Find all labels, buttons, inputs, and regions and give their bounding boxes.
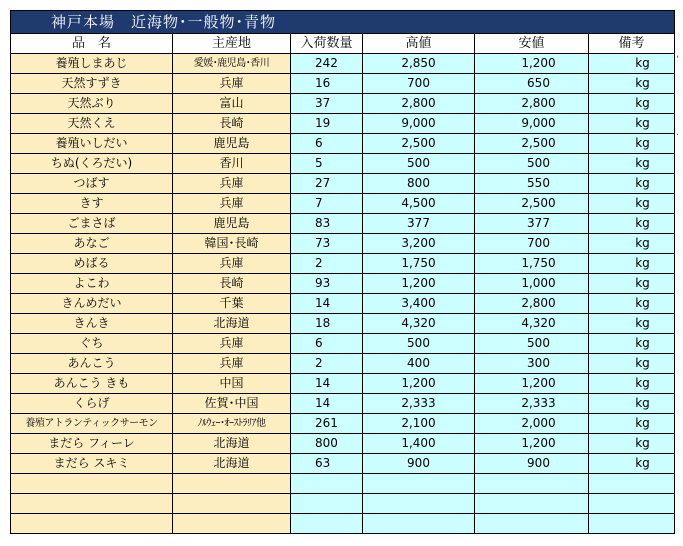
blank-cell-origin	[173, 474, 291, 494]
cell-unit: kg	[589, 94, 675, 114]
cell-origin: 兵庫	[173, 254, 291, 274]
cell-unit: kg	[589, 374, 675, 394]
blank-cell-qty	[291, 474, 363, 494]
cell-high: 2,500	[363, 134, 475, 154]
cell-high: 3,400	[363, 294, 475, 314]
blank-cell-high	[363, 514, 475, 534]
cell-origin: 愛媛･鹿児島･香川	[173, 54, 291, 74]
cell-qty: 14	[291, 394, 363, 414]
col-header-name: 品 名	[11, 34, 173, 54]
cell-high: 900	[363, 454, 475, 474]
cell-name: あんこう きも	[11, 374, 173, 394]
blank-cell-low	[475, 514, 589, 534]
cell-high: 1,200	[363, 274, 475, 294]
table-row	[11, 194, 675, 214]
cell-unit: kg	[589, 174, 675, 194]
cell-name: ぐち	[11, 334, 173, 354]
cell-high: 400	[363, 354, 475, 374]
cell-qty: 93	[291, 274, 363, 294]
cell-low: 550	[475, 174, 589, 194]
cell-origin: 兵庫	[173, 74, 291, 94]
table-row	[11, 414, 675, 434]
cell-name: あんこう	[11, 354, 173, 374]
cell-qty: 800	[291, 434, 363, 454]
blank-cell-high	[363, 474, 475, 494]
cell-low: 2,800	[475, 294, 589, 314]
cell-low: 9,000	[475, 114, 589, 134]
cell-origin: 鹿児島	[173, 134, 291, 154]
cell-unit: kg	[589, 414, 675, 434]
cell-name: つばす	[11, 174, 173, 194]
cell-unit: kg	[589, 74, 675, 94]
cell-low: 4,320	[475, 314, 589, 334]
cell-name: 養殖しまあじ	[11, 54, 173, 74]
blank-cell-name	[11, 474, 173, 494]
cell-unit: kg	[589, 254, 675, 274]
cell-name: ごまさば	[11, 214, 173, 234]
cell-name: 天然ぶり	[11, 94, 173, 114]
cell-low: 700	[475, 234, 589, 254]
cell-name: あなご	[11, 234, 173, 254]
cell-high: 500	[363, 154, 475, 174]
cell-high: 2,100	[363, 414, 475, 434]
cell-qty: 2	[291, 254, 363, 274]
cell-origin: 佐賀･中国	[173, 394, 291, 414]
cell-qty: 6	[291, 134, 363, 154]
table-row	[11, 134, 675, 154]
cell-name: きんめだい	[11, 294, 173, 314]
price-table	[10, 10, 675, 534]
cell-low: 500	[475, 154, 589, 174]
table-row	[11, 234, 675, 254]
cell-high: 9,000	[363, 114, 475, 134]
cell-low: 500	[475, 334, 589, 354]
blank-cell-high	[363, 494, 475, 514]
cell-name: まだら フィーレ	[11, 434, 173, 454]
cell-low: 900	[475, 454, 589, 474]
cell-high: 1,200	[363, 374, 475, 394]
table-row	[11, 114, 675, 134]
cell-high: 1,400	[363, 434, 475, 454]
cell-high: 2,800	[363, 94, 475, 114]
cell-name: 天然くえ	[11, 114, 173, 134]
cell-unit: kg	[589, 154, 675, 174]
cell-high: 2,850	[363, 54, 475, 74]
table-row	[11, 74, 675, 94]
cell-qty: 261	[291, 414, 363, 434]
edge-mark: ,	[676, 49, 680, 60]
cell-qty: 14	[291, 374, 363, 394]
edge-mark: .	[676, 127, 680, 138]
cell-name: ちぬ(くろだい)	[11, 154, 173, 174]
table-row	[11, 294, 675, 314]
cell-origin: 北海道	[173, 454, 291, 474]
cell-name: きす	[11, 194, 173, 214]
cell-low: 1,000	[475, 274, 589, 294]
cell-unit: kg	[589, 354, 675, 374]
cell-qty: 27	[291, 174, 363, 194]
header-row	[11, 34, 675, 54]
cell-unit: kg	[589, 194, 675, 214]
cell-qty: 14	[291, 294, 363, 314]
cell-unit: kg	[589, 114, 675, 134]
cell-high: 4,320	[363, 314, 475, 334]
blank-row	[11, 494, 675, 514]
table-row	[11, 374, 675, 394]
blank-cell-name	[11, 494, 173, 514]
table-row	[11, 434, 675, 454]
cell-origin: 兵庫	[173, 354, 291, 374]
table-row	[11, 54, 675, 74]
cell-low: 2,000	[475, 414, 589, 434]
cell-low: 2,333	[475, 394, 589, 414]
cell-low: 1,200	[475, 54, 589, 74]
cell-high: 377	[363, 214, 475, 234]
cell-name: めばる	[11, 254, 173, 274]
cell-origin: 千葉	[173, 294, 291, 314]
cell-low: 1,200	[475, 374, 589, 394]
cell-low: 650	[475, 74, 589, 94]
table-row	[11, 94, 675, 114]
table-row	[11, 154, 675, 174]
blank-cell-unit	[589, 474, 675, 494]
table-row	[11, 394, 675, 414]
cell-qty: 73	[291, 234, 363, 254]
col-header-qty: 入荷数量	[291, 34, 363, 54]
cell-name: きんき	[11, 314, 173, 334]
blank-row	[11, 514, 675, 534]
cell-high: 700	[363, 74, 475, 94]
cell-qty: 6	[291, 334, 363, 354]
cell-origin: 長崎	[173, 114, 291, 134]
cell-high: 2,333	[363, 394, 475, 414]
cell-low: 1,750	[475, 254, 589, 274]
cell-unit: kg	[589, 274, 675, 294]
blank-cell-low	[475, 474, 589, 494]
blank-cell-low	[475, 494, 589, 514]
table-row	[11, 454, 675, 474]
cell-qty: 63	[291, 454, 363, 474]
cell-origin: 中国	[173, 374, 291, 394]
blank-cell-origin	[173, 494, 291, 514]
cell-origin: 韓国･長崎	[173, 234, 291, 254]
cell-high: 800	[363, 174, 475, 194]
table-row	[11, 354, 675, 374]
cell-qty: 37	[291, 94, 363, 114]
table-row	[11, 254, 675, 274]
cell-low: 2,500	[475, 134, 589, 154]
cell-origin: 長崎	[173, 274, 291, 294]
cell-qty: 7	[291, 194, 363, 214]
blank-cell-name	[11, 514, 173, 534]
cell-unit: kg	[589, 294, 675, 314]
cell-origin: 香川	[173, 154, 291, 174]
table-row	[11, 334, 675, 354]
blank-cell-qty	[291, 514, 363, 534]
blank-cell-unit	[589, 494, 675, 514]
cell-name: 天然すずき	[11, 74, 173, 94]
blank-cell-qty	[291, 494, 363, 514]
cell-origin: 富山	[173, 94, 291, 114]
col-header-low: 安値	[475, 34, 589, 54]
cell-unit: kg	[589, 434, 675, 454]
market-price-sheet	[10, 10, 675, 534]
cell-unit: kg	[589, 334, 675, 354]
cell-origin: 北海道	[173, 434, 291, 454]
blank-row	[11, 474, 675, 494]
cell-unit: kg	[589, 314, 675, 334]
cell-unit: kg	[589, 394, 675, 414]
cell-qty: 2	[291, 354, 363, 374]
table-row	[11, 274, 675, 294]
cell-origin: ﾉﾙｳｪｰ･ｵｰｽﾄﾗﾘｱ他	[173, 414, 291, 434]
cell-origin: 兵庫	[173, 194, 291, 214]
col-header-note: 備考	[589, 34, 675, 54]
cell-name: 養殖いしだい	[11, 134, 173, 154]
blank-cell-unit	[589, 514, 675, 534]
cell-high: 500	[363, 334, 475, 354]
cell-unit: kg	[589, 134, 675, 154]
cell-unit: kg	[589, 234, 675, 254]
cell-low: 2,500	[475, 194, 589, 214]
cell-unit: kg	[589, 214, 675, 234]
cell-origin: 兵庫	[173, 174, 291, 194]
blank-cell-origin	[173, 514, 291, 534]
cell-origin: 兵庫	[173, 334, 291, 354]
cell-qty: 19	[291, 114, 363, 134]
cell-origin: 鹿児島	[173, 214, 291, 234]
cell-low: 1,200	[475, 434, 589, 454]
table-row	[11, 174, 675, 194]
cell-name: 養殖アトランティックサーモン	[11, 414, 173, 434]
col-header-origin: 主産地	[173, 34, 291, 54]
cell-origin: 北海道	[173, 314, 291, 334]
cell-low: 377	[475, 214, 589, 234]
title-row	[11, 11, 675, 34]
cell-high: 4,500	[363, 194, 475, 214]
cell-name: まだら スキミ	[11, 454, 173, 474]
cell-qty: 18	[291, 314, 363, 334]
cell-low: 2,800	[475, 94, 589, 114]
table-row	[11, 314, 675, 334]
cell-high: 3,200	[363, 234, 475, 254]
cell-unit: kg	[589, 454, 675, 474]
cell-unit: kg	[589, 54, 675, 74]
cell-low: 300	[475, 354, 589, 374]
sheet-title: 神戸本場 近海物･一般物･青物	[11, 11, 675, 34]
cell-name: よこわ	[11, 274, 173, 294]
col-header-high: 高値	[363, 34, 475, 54]
cell-name: くらげ	[11, 394, 173, 414]
cell-qty: 242	[291, 54, 363, 74]
cell-qty: 16	[291, 74, 363, 94]
cell-qty: 5	[291, 154, 363, 174]
cell-high: 1,750	[363, 254, 475, 274]
cell-qty: 83	[291, 214, 363, 234]
table-row	[11, 214, 675, 234]
